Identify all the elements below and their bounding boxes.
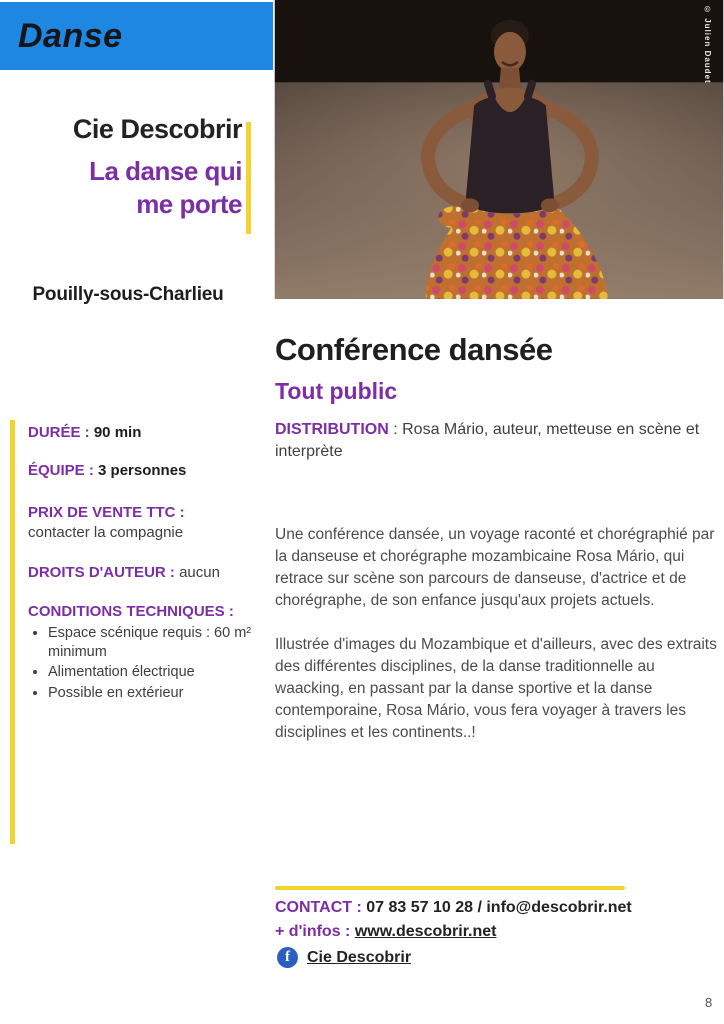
price-value: contacter la compagnie xyxy=(28,523,184,541)
website-link[interactable]: www.descobrir.net xyxy=(354,923,497,940)
conditions-list xyxy=(48,624,252,702)
duration-value: 90 min xyxy=(93,424,142,441)
show-type-title: Conférence dansée xyxy=(275,332,553,367)
category-banner xyxy=(0,2,273,70)
team-row xyxy=(28,462,252,479)
contact-line xyxy=(275,899,632,917)
team-value: 3 personnes xyxy=(98,462,187,479)
distribution-label: DISTRIBUTION xyxy=(275,421,389,438)
facebook-page-link[interactable]: Cie Descobrir xyxy=(307,948,412,966)
conditions-block xyxy=(28,602,252,703)
team-label: ÉQUIPE : xyxy=(28,462,94,479)
category-label: Danse xyxy=(18,16,123,55)
price-label: PRIX DE VENTE TTC : xyxy=(28,504,185,521)
rights-block xyxy=(28,564,252,581)
condition-item: • Alimentation électrique xyxy=(48,663,252,682)
distribution-value: : Rosa Mário, auteur, metteuse en scène et interprète xyxy=(275,421,700,461)
location: Pouilly-sous-Charlieu xyxy=(32,284,224,305)
show-title-line1: La danse qui xyxy=(89,156,242,186)
show-title xyxy=(0,155,242,221)
description-paragraph: Une conférence dansée, un voyage raconté et chorégraphié par la danseuse et chorégraphe mozambicaine Rosa Mário, qui retrace sur scène son parcours de danseuse, d'actrice et de chorégraphe, de son enfance jusqu'aux projets actuels. xyxy=(275,526,715,609)
contact-label: CONTACT : xyxy=(275,899,362,916)
duration-label: DURÉE : xyxy=(28,424,90,441)
condition-item: • Espace scénique requis : 60 m² minimum xyxy=(48,624,252,661)
show-photo xyxy=(274,0,724,299)
price-block xyxy=(28,503,252,543)
rights-value: aucun xyxy=(179,563,220,581)
contact-value: 07 83 57 10 28 / info@descobrir.net xyxy=(361,899,632,916)
conditions-label: CONDITIONS TECHNIQUES : xyxy=(28,602,234,620)
show-title-line2: me porte xyxy=(136,189,242,220)
facebook-icon[interactable]: f xyxy=(277,947,298,968)
info-accent-bar xyxy=(10,420,15,844)
title-block xyxy=(0,114,242,221)
rights-label: DROITS D'AUTEUR : xyxy=(28,563,175,581)
company-name: Cie Descobrir xyxy=(72,114,242,144)
facebook-row[interactable] xyxy=(277,947,411,968)
description-paragraph: Illustrée d'images du Mozambique et d'ailleurs, avec des extraits des différentes disciplines, de la danse traditionnelle au waacking, en passant par la danse sportive et la danse contemporaine, Rosa Mário, vous fera voyager à travers les disciplines et les continents..! xyxy=(275,636,717,741)
audience: Tout public xyxy=(275,378,398,404)
description xyxy=(275,524,723,744)
info-block xyxy=(28,424,252,705)
dancer-illustration xyxy=(274,0,724,299)
photo-credit: © Julien Daudet xyxy=(703,5,712,84)
distribution xyxy=(275,419,724,464)
infos-line xyxy=(275,923,496,941)
page-number: 8 xyxy=(705,995,713,1010)
contact-divider xyxy=(275,886,625,890)
infos-label: + d'infos : xyxy=(275,923,355,940)
duration-row xyxy=(28,424,252,441)
title-accent-bar xyxy=(246,122,251,234)
condition-item: • Possible en extérieur xyxy=(48,684,252,703)
